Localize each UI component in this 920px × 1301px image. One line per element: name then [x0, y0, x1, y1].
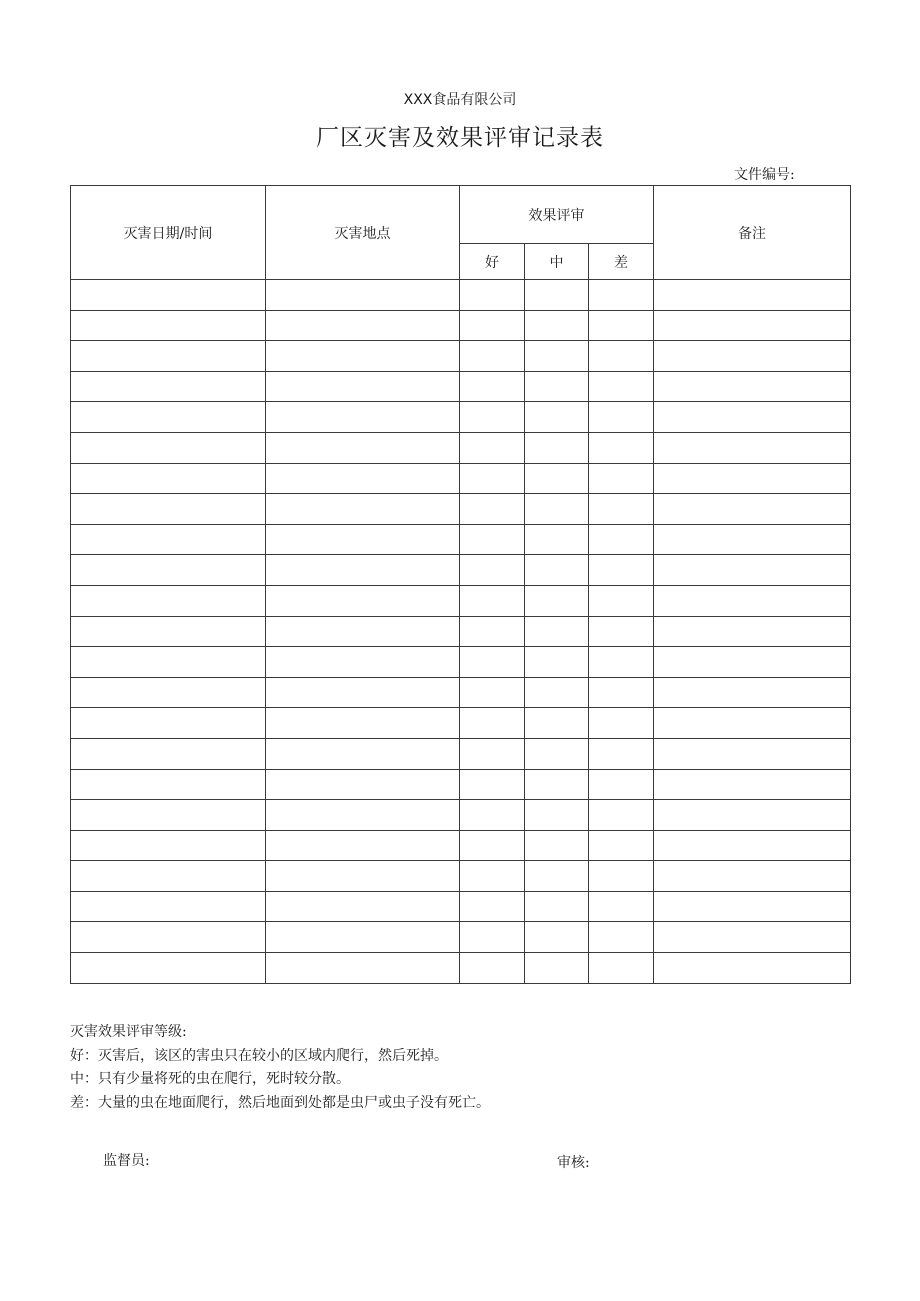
cell-location[interactable] [266, 371, 460, 402]
table-row [71, 310, 851, 341]
table-row [71, 830, 851, 861]
cell-poor[interactable] [589, 371, 654, 402]
cell-remarks[interactable] [654, 463, 851, 494]
cell-date[interactable] [71, 371, 266, 402]
cell-poor[interactable] [589, 616, 654, 647]
cell-location[interactable] [266, 341, 460, 372]
note-good: 好：灭害后，该区的害虫只在较小的区域内爬行，然后死掉。 [70, 1047, 448, 1064]
cell-date[interactable] [71, 432, 266, 463]
cell-medium[interactable] [525, 280, 589, 311]
header-good: 好 [460, 244, 525, 280]
header-date-time: 灭害日期/时间 [71, 186, 266, 280]
cell-medium[interactable] [525, 555, 589, 586]
cell-medium[interactable] [525, 341, 589, 372]
table-row [71, 463, 851, 494]
cell-medium[interactable] [525, 800, 589, 831]
cell-remarks[interactable] [654, 555, 851, 586]
cell-location[interactable] [266, 861, 460, 892]
table-row [71, 953, 851, 984]
cell-remarks[interactable] [654, 341, 851, 372]
table-header-row [71, 186, 851, 244]
cell-poor[interactable] [589, 677, 654, 708]
cell-location[interactable] [266, 616, 460, 647]
cell-date[interactable] [71, 891, 266, 922]
cell-medium[interactable] [525, 677, 589, 708]
cell-good[interactable] [460, 861, 525, 892]
header-medium: 中 [525, 244, 589, 280]
cell-date[interactable] [71, 861, 266, 892]
cell-date[interactable] [71, 402, 266, 433]
cell-location[interactable] [266, 738, 460, 769]
cell-date[interactable] [71, 463, 266, 494]
table-row [71, 861, 851, 892]
header-poor: 差 [589, 244, 654, 280]
table-row [71, 524, 851, 555]
table-row [71, 769, 851, 800]
cell-poor[interactable] [589, 463, 654, 494]
cell-location[interactable] [266, 830, 460, 861]
table-row [71, 341, 851, 372]
cell-good[interactable] [460, 432, 525, 463]
notes-heading: 灭害效果评审等级: [70, 1024, 187, 1040]
cell-date[interactable] [71, 310, 266, 341]
cell-good[interactable] [460, 891, 525, 922]
cell-medium[interactable] [525, 616, 589, 647]
note-medium: 中：只有少量将死的虫在爬行，死时较分散。 [70, 1071, 350, 1087]
cell-date[interactable] [71, 524, 266, 555]
cell-poor[interactable] [589, 432, 654, 463]
cell-location[interactable] [266, 708, 460, 739]
cell-medium[interactable] [525, 371, 589, 402]
cell-remarks[interactable] [654, 861, 851, 892]
cell-date[interactable] [71, 738, 266, 769]
note-poor: 差：大量的虫在地面爬行，然后地面到处都是虫尸或虫子没有死亡。 [70, 1094, 490, 1111]
cell-good[interactable] [460, 280, 525, 311]
cell-medium[interactable] [525, 494, 589, 525]
cell-remarks[interactable] [654, 524, 851, 555]
cell-good[interactable] [460, 585, 525, 616]
cell-date[interactable] [71, 585, 266, 616]
cell-date[interactable] [71, 800, 266, 831]
cell-date[interactable] [71, 616, 266, 647]
cell-location[interactable] [266, 555, 460, 586]
cell-remarks[interactable] [654, 280, 851, 311]
cell-date[interactable] [71, 280, 266, 311]
cell-poor[interactable] [589, 555, 654, 586]
cell-location[interactable] [266, 402, 460, 433]
table-row [71, 922, 851, 953]
cell-poor[interactable] [589, 402, 654, 433]
cell-date[interactable] [71, 647, 266, 678]
cell-date[interactable] [71, 494, 266, 525]
cell-medium[interactable] [525, 738, 589, 769]
cell-poor[interactable] [589, 310, 654, 341]
cell-good[interactable] [460, 555, 525, 586]
cell-date[interactable] [71, 677, 266, 708]
table-row [71, 708, 851, 739]
table-row [71, 738, 851, 769]
cell-location[interactable] [266, 585, 460, 616]
cell-remarks[interactable] [654, 494, 851, 525]
cell-location[interactable] [266, 953, 460, 984]
cell-medium[interactable] [525, 769, 589, 800]
cell-location[interactable] [266, 494, 460, 525]
cell-location[interactable] [266, 922, 460, 953]
cell-remarks[interactable] [654, 371, 851, 402]
cell-good[interactable] [460, 830, 525, 861]
cell-good[interactable] [460, 402, 525, 433]
cell-poor[interactable] [589, 800, 654, 831]
table-row [71, 432, 851, 463]
cell-remarks[interactable] [654, 800, 851, 831]
cell-poor[interactable] [589, 494, 654, 525]
cell-location[interactable] [266, 432, 460, 463]
cell-good[interactable] [460, 463, 525, 494]
cell-remarks[interactable] [654, 310, 851, 341]
cell-medium[interactable] [525, 524, 589, 555]
cell-medium[interactable] [525, 402, 589, 433]
cell-location[interactable] [266, 280, 460, 311]
cell-date[interactable] [71, 341, 266, 372]
cell-location[interactable] [266, 677, 460, 708]
cell-poor[interactable] [589, 524, 654, 555]
cell-remarks[interactable] [654, 708, 851, 739]
cell-date[interactable] [71, 830, 266, 861]
cell-remarks[interactable] [654, 647, 851, 678]
cell-location[interactable] [266, 524, 460, 555]
cell-good[interactable] [460, 708, 525, 739]
cell-good[interactable] [460, 769, 525, 800]
table-row [71, 402, 851, 433]
header-remarks: 备注 [654, 186, 851, 280]
table-row [71, 647, 851, 678]
cell-good[interactable] [460, 524, 525, 555]
review-label: 审核: [557, 1155, 590, 1171]
cell-remarks[interactable] [654, 769, 851, 800]
cell-medium[interactable] [525, 647, 589, 678]
cell-location[interactable] [266, 647, 460, 678]
cell-medium[interactable] [525, 891, 589, 922]
cell-good[interactable] [460, 371, 525, 402]
cell-remarks[interactable] [654, 616, 851, 647]
cell-medium[interactable] [525, 708, 589, 739]
cell-medium[interactable] [525, 861, 589, 892]
company-name: XXX食品有限公司 [403, 92, 517, 108]
cell-date[interactable] [71, 769, 266, 800]
file-number-label: 文件编号: [734, 167, 795, 183]
cell-good[interactable] [460, 494, 525, 525]
cell-remarks[interactable] [654, 922, 851, 953]
cell-medium[interactable] [525, 922, 589, 953]
cell-remarks[interactable] [654, 677, 851, 708]
table-row [71, 677, 851, 708]
cell-remarks[interactable] [654, 891, 851, 922]
cell-remarks[interactable] [654, 585, 851, 616]
record-table [70, 185, 851, 984]
cell-medium[interactable] [525, 310, 589, 341]
cell-location[interactable] [266, 310, 460, 341]
cell-good[interactable] [460, 310, 525, 341]
cell-location[interactable] [266, 891, 460, 922]
cell-poor[interactable] [589, 830, 654, 861]
cell-medium[interactable] [525, 585, 589, 616]
cell-good[interactable] [460, 953, 525, 984]
cell-location[interactable] [266, 800, 460, 831]
rating-notes [70, 1021, 490, 1115]
cell-good[interactable] [460, 677, 525, 708]
cell-date[interactable] [71, 708, 266, 739]
cell-remarks[interactable] [654, 432, 851, 463]
cell-poor[interactable] [589, 708, 654, 739]
cell-date[interactable] [71, 922, 266, 953]
cell-remarks[interactable] [654, 953, 851, 984]
cell-location[interactable] [266, 769, 460, 800]
cell-good[interactable] [460, 738, 525, 769]
table-row [71, 280, 851, 311]
cell-poor[interactable] [589, 738, 654, 769]
cell-poor[interactable] [589, 861, 654, 892]
cell-medium[interactable] [525, 432, 589, 463]
cell-remarks[interactable] [654, 830, 851, 861]
cell-poor[interactable] [589, 953, 654, 984]
cell-remarks[interactable] [654, 738, 851, 769]
cell-medium[interactable] [525, 830, 589, 861]
page-title: 厂区灭害及效果评审记录表 [316, 125, 604, 151]
table-row [71, 494, 851, 525]
cell-good[interactable] [460, 341, 525, 372]
table-row [71, 371, 851, 402]
cell-good[interactable] [460, 800, 525, 831]
cell-date[interactable] [71, 555, 266, 586]
supervisor-label: 监督员: [103, 1153, 150, 1169]
cell-medium[interactable] [525, 463, 589, 494]
table-row [71, 555, 851, 586]
cell-good[interactable] [460, 647, 525, 678]
cell-good[interactable] [460, 616, 525, 647]
cell-good[interactable] [460, 922, 525, 953]
cell-remarks[interactable] [654, 402, 851, 433]
cell-poor[interactable] [589, 585, 654, 616]
cell-location[interactable] [266, 463, 460, 494]
cell-poor[interactable] [589, 769, 654, 800]
cell-poor[interactable] [589, 922, 654, 953]
table-row [71, 616, 851, 647]
header-location: 灭害地点 [266, 186, 460, 280]
cell-date[interactable] [71, 953, 266, 984]
table-row [71, 585, 851, 616]
cell-poor[interactable] [589, 280, 654, 311]
table-row [71, 891, 851, 922]
cell-medium[interactable] [525, 953, 589, 984]
cell-poor[interactable] [589, 647, 654, 678]
table-row [71, 800, 851, 831]
header-effect-review: 效果评审 [460, 186, 654, 244]
cell-poor[interactable] [589, 341, 654, 372]
cell-poor[interactable] [589, 891, 654, 922]
